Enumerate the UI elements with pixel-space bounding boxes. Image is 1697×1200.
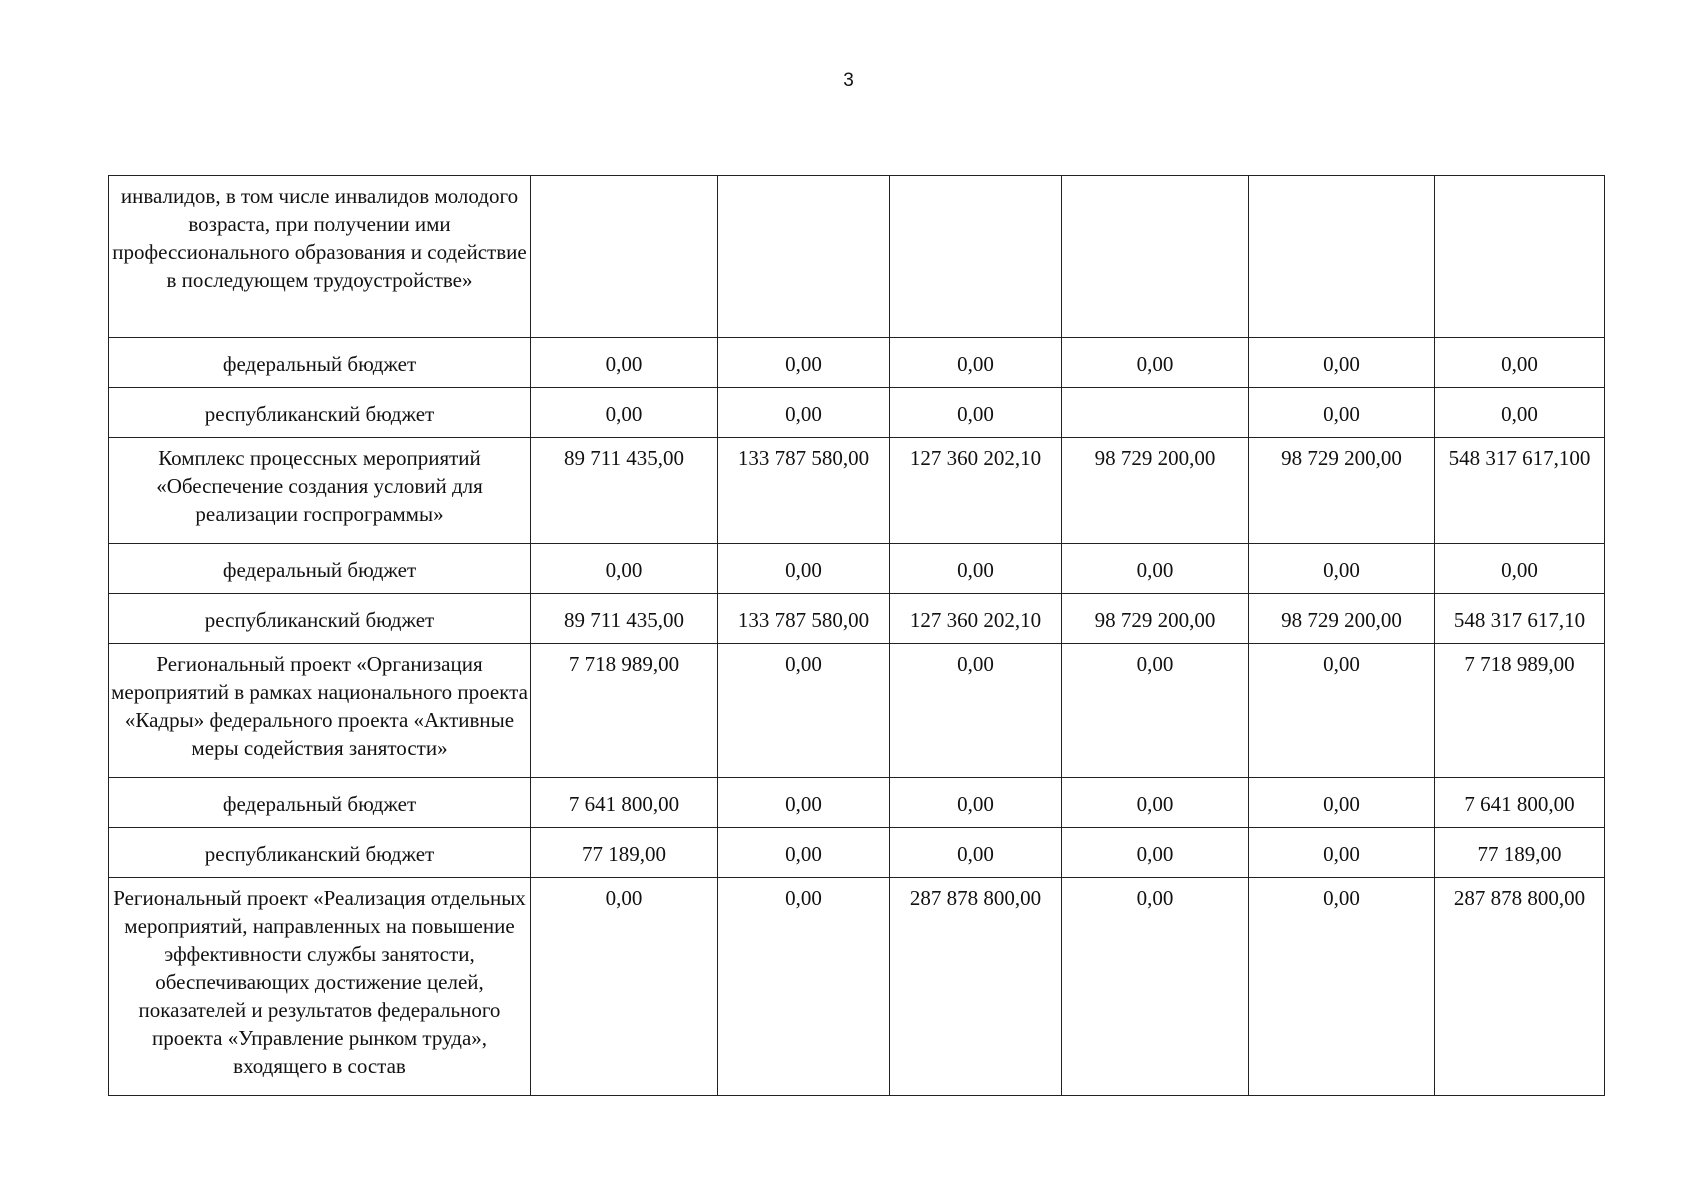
- value-cell: [1249, 176, 1435, 338]
- row-label: Комплекс процессных мероприятий «Обеспечение создания условий для реализации госпрограммы»: [109, 438, 531, 544]
- value-cell: [890, 176, 1062, 338]
- value-cell: [1062, 388, 1249, 438]
- value-cell: 77 189,00: [531, 828, 718, 878]
- value-cell: 0,00: [890, 828, 1062, 878]
- value-cell: 0,00: [1062, 778, 1249, 828]
- value-cell: 0,00: [718, 388, 890, 438]
- value-cell: 89 711 435,00: [531, 594, 718, 644]
- value-cell: 0,00: [890, 644, 1062, 778]
- value-cell: 548 317 617,10: [1435, 594, 1605, 644]
- value-cell: 0,00: [718, 544, 890, 594]
- value-cell: 287 878 800,00: [1435, 878, 1605, 1096]
- value-cell: 0,00: [1062, 644, 1249, 778]
- table-row: [109, 544, 1605, 594]
- value-cell: 133 787 580,00: [718, 438, 890, 544]
- value-cell: 0,00: [890, 778, 1062, 828]
- value-cell: 0,00: [531, 878, 718, 1096]
- value-cell: 0,00: [890, 338, 1062, 388]
- value-cell: 0,00: [1249, 544, 1435, 594]
- table-row: [109, 438, 1605, 544]
- table-row: [109, 338, 1605, 388]
- value-cell: 0,00: [718, 644, 890, 778]
- value-cell: 0,00: [1249, 828, 1435, 878]
- value-cell: 7 641 800,00: [1435, 778, 1605, 828]
- row-label: федеральный бюджет: [109, 338, 531, 388]
- value-cell: 7 718 989,00: [1435, 644, 1605, 778]
- table-row: [109, 594, 1605, 644]
- value-cell: 0,00: [1062, 338, 1249, 388]
- value-cell: 0,00: [1249, 878, 1435, 1096]
- value-cell: 133 787 580,00: [718, 594, 890, 644]
- value-cell: 0,00: [1435, 388, 1605, 438]
- value-cell: 7 718 989,00: [531, 644, 718, 778]
- value-cell: 0,00: [1435, 338, 1605, 388]
- value-cell: 0,00: [718, 878, 890, 1096]
- row-label: Региональный проект «Реализация отдельных мероприятий, направленных на повышение эффективности службы занятости, обеспечивающих достижение целей, показателей и результатов федерального проекта «Управление рынком труда», входящего в состав: [109, 878, 531, 1096]
- row-label: республиканский бюджет: [109, 594, 531, 644]
- value-cell: 98 729 200,00: [1249, 438, 1435, 544]
- row-label: инвалидов, в том числе инвалидов молодого возраста, при получении ими профессионального образования и содействие в последующем трудоустройстве»: [109, 176, 531, 338]
- value-cell: 127 360 202,10: [890, 594, 1062, 644]
- value-cell: 77 189,00: [1435, 828, 1605, 878]
- value-cell: 0,00: [531, 388, 718, 438]
- value-cell: [1435, 176, 1605, 338]
- value-cell: 0,00: [890, 544, 1062, 594]
- value-cell: 7 641 800,00: [531, 778, 718, 828]
- budget-table: [108, 175, 1605, 1096]
- value-cell: 0,00: [718, 828, 890, 878]
- page-number: 3: [843, 70, 854, 91]
- value-cell: 127 360 202,10: [890, 438, 1062, 544]
- value-cell: 89 711 435,00: [531, 438, 718, 544]
- table-row: [109, 388, 1605, 438]
- table-row: [109, 778, 1605, 828]
- table-row: [109, 644, 1605, 778]
- value-cell: 0,00: [718, 338, 890, 388]
- value-cell: 0,00: [1435, 544, 1605, 594]
- value-cell: 287 878 800,00: [890, 878, 1062, 1096]
- value-cell: 0,00: [1249, 338, 1435, 388]
- value-cell: [531, 176, 718, 338]
- value-cell: 98 729 200,00: [1249, 594, 1435, 644]
- value-cell: [718, 176, 890, 338]
- value-cell: [1062, 176, 1249, 338]
- row-label: республиканский бюджет: [109, 388, 531, 438]
- value-cell: 0,00: [531, 338, 718, 388]
- table-row: [109, 828, 1605, 878]
- value-cell: 0,00: [1249, 778, 1435, 828]
- value-cell: 0,00: [890, 388, 1062, 438]
- table-row: [109, 176, 1605, 338]
- value-cell: 0,00: [718, 778, 890, 828]
- value-cell: 98 729 200,00: [1062, 438, 1249, 544]
- value-cell: 0,00: [1062, 878, 1249, 1096]
- row-label: федеральный бюджет: [109, 778, 531, 828]
- value-cell: 0,00: [1062, 828, 1249, 878]
- value-cell: 0,00: [1249, 388, 1435, 438]
- row-label: Региональный проект «Организация мероприятий в рамках национального проекта «Кадры» федерального проекта «Активные меры содействия занятости»: [109, 644, 531, 778]
- value-cell: 0,00: [531, 544, 718, 594]
- value-cell: 0,00: [1249, 644, 1435, 778]
- table-row: [109, 878, 1605, 1096]
- row-label: республиканский бюджет: [109, 828, 531, 878]
- value-cell: 548 317 617,100: [1435, 438, 1605, 544]
- value-cell: 98 729 200,00: [1062, 594, 1249, 644]
- value-cell: 0,00: [1062, 544, 1249, 594]
- row-label: федеральный бюджет: [109, 544, 531, 594]
